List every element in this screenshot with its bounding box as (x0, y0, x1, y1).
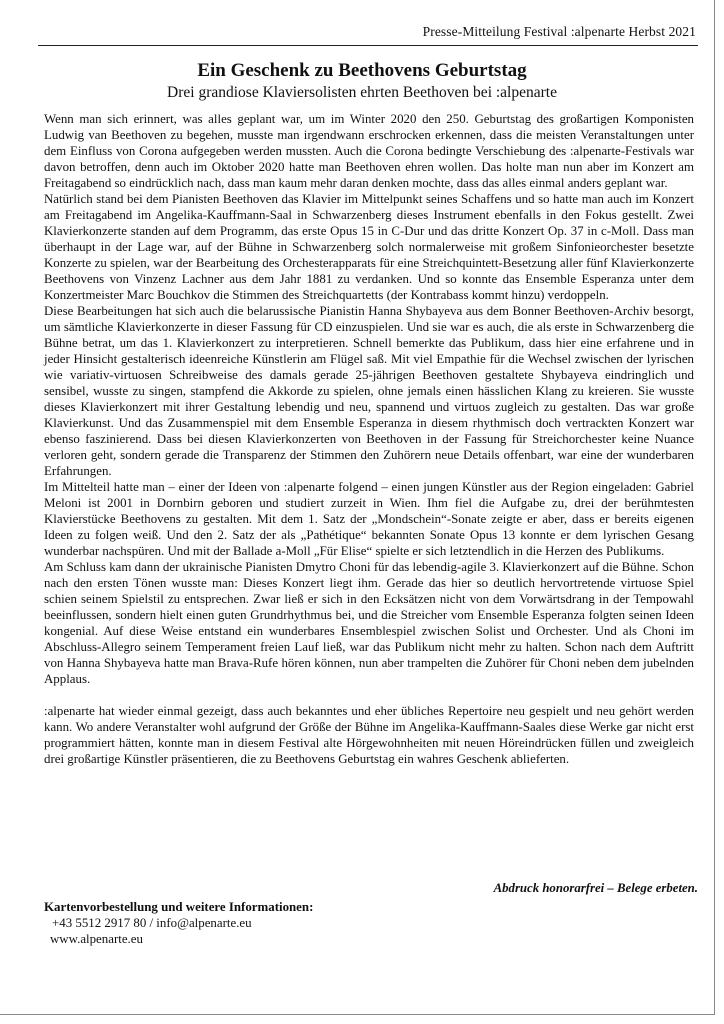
paragraph-shybayeva: Diese Bearbeitungen hat sich auch die belarussische Pianistin Hanna Shybayeva aus dem Bonner Beethoven-Archiv besorgt, um sämtliche Klavierkonzerte in dieser Fassung für CD einzuspielen. Und sie war es auch, die als erste in Schwarzenberg die Bühne betrat, um das 1. Klavierkonzert zu interpretieren. Schnell bemerkte das Publikum, dass hier eine erfahrene und in jeder Hinsicht gestalterisch ideenreiche Künstlerin am Flügel saß. Mit viel Empathie für die Wechsel zwischen der lyrischen wie variativ-virtuosen Schreibweise des damals gerade 25-jährigen Beethoven gestaltete Shybayeva eindringlich und sensibel, wusste zu singen, stampfend die Akkorde zu spielen, ohne jemals einen hässlichen Klang zu kreieren. Sie wusste dieses Klavierkonzert mit ihrer Gestaltung lebendig und neu, spannend und virtuos zugleich zu gestalten. Das war große Klavierkunst. Und das Zusammenspiel mit dem Ensemble Esperanza in diesem rhythmisch doch vertrackten Konzert war ebenso faszinierend. Dass bei diesen Klavierkonzerten von Beethoven in der Fassung für Streichorchester keine Nuance verloren geht, sondern gerade die Transparenz der Stimmen den Zuhörern neue Details offenbart, war eine der wunderbaren Erfahrungen. (44, 304, 694, 478)
article-title: Ein Geschenk zu Beethovens Geburtstag (197, 60, 527, 81)
running-header: Presse-Mitteilung Festival :alpenarte Herbst 2021 (422, 24, 696, 39)
paragraph-intro: Wenn man sich erinnert, was alles geplant war, um im Winter 2020 den 250. Geburtstag des großartigen Komponisten Ludwig van Beethoven zu begehen, musste man irgendwann erschrocken erkennen, dass die meisten Veranstaltungen unter dem Einfluss von Corona aufgegeben werden mussten. Auch die Corona bedingte Verschiebung des :alpenarte-Festivals war davon betroffen, denn auch im Oktober 2020 hatte man Beethoven ehren wollen. Das holte man nun aber im Konzert am Freitagabend so eindrücklich nach, dass man kaum mehr daran denken mochte, dass das alles einmal anders geplant war. (44, 112, 694, 190)
contact-title: Kartenvorbestellung und weitere Informationen: (44, 900, 314, 914)
paragraph-program: Natürlich stand bei dem Pianisten Beethoven das Klavier im Mittelpunkt seines Schaffens und so hatte man auch im Konzert am Freitagabend im Angelika-Kauffmann-Saal in Schwarzenberg dieses Instrument ebenfalls in den Fokus gestellt. Zwei Klavierkonzerte standen auf dem Programm, das erste Opus 15 in C-Dur und das dritte Konzert Op. 37 in c-Moll. Dass man überhaupt in der Lage war, auf der Bühne in Schwarzenberg solch normalerweise mit großem Sinfonieorchester besetzte Konzerte zu spielen, war der Bearbeitung des Orchesterapparats für eine Streichquintett-Besetzung aller fünf Klavierkonzerte Beethovens von Vinzenz Lachner aus dem Jahr 1881 zu verdanken. Und so konnte das Ensemble Esperanza unter dem Konzertmeister Marc Bouchkov die Stimmen des Streichquartetts (der Kontrabass kommt hinzu) verdoppeln. (44, 192, 694, 302)
paragraph-choni: Am Schluss kam dann der ukrainische Pianisten Dmytro Choni für das lebendig-agile 3. Klavierkonzert auf die Bühne. Schon nach den ersten Tönen wusste man: Dieses Konzert liegt ihm. Gerade das hier so deutlich hervortretende virtuose Spiel schien seinem Spielstil zu entsprechen. Zwar ließ er sich in den Ecksätzen nicht von dem Vorwärtsdrang in der Tempowahl beeinflussen, sondern hielt einen guten Grundrhythmus bei, und die Streicher vom Ensemble Esperanza folgten seinen Ideen kongenial. Auf diese Weise entstand ein wunderbares Ensemblespiel zwischen Solist und Orchester. Und als Choni im Abschluss-Allegro seinem Temperament freien Lauf ließ, war das Publikum nicht mehr zu halten. Schon nach dem Auftritt von Hanna Shybayeva hatte man Brava-Rufe hören können, nun aber trampelten die Zuhörer für Choni neben dem jubelnden Applaus. (44, 560, 694, 686)
paragraph-meloni: Im Mittelteil hatte man – einer der Ideen von :alpenarte folgend – einen jungen Künstler aus der Region eingeladen: Gabriel Meloni ist 2001 in Dornbirn geboren und studiert zurzeit in Wien. Ihm fiel die Aufgabe zu, drei der berühmtesten Klavierstücke Beethovens zu gestalten. Mit dem 1. Satz der „Mondschein“-Sonate zeigte er aber, dass er bereits eigenen Ideen zu folgen weiß. Und den 2. Satz der als „Pathétique“ bekannten Sonate Opus 13 konnte er dem lyrischen Gesang wunderbar nachspüren. Und mit der Ballade a-Moll „Für Elise“ spielte er sich letztendlich in die Herzen des Publikums. (44, 480, 694, 558)
contact-block (44, 899, 313, 947)
website-link[interactable]: www.alpenarte.eu (50, 932, 143, 946)
article-subtitle: Drei grandiose Klaviersolisten ehrten Beethoven bei :alpenarte (167, 84, 557, 101)
header-rule (38, 45, 698, 46)
contact-phone-email[interactable]: +43 5512 2917 80 / info@alpenarte.eu (52, 916, 252, 930)
credit-note: Abdruck honorarfrei – Belege erbeten. (493, 881, 698, 895)
article-body (44, 111, 694, 767)
paragraph-conclusion: :alpenarte hat wieder einmal gezeigt, dass auch bekanntes und eher übliches Repertoire neu gespielt und neu gehört werden kann. Wo andere Veranstalter wohl aufgrund der Größe der Bühne im Angelika-Kauffmann-Saales diese Werke gar nicht erst programmiert hätten, konnte man in diesem Festival alte Hörgewohnheiten mit neuen Höreindrücken füllen und zweigleich drei großartige Künstler präsentieren, die zu Beethovens Geburtstag ein wahres Geschenk ablieferten. (44, 704, 694, 766)
